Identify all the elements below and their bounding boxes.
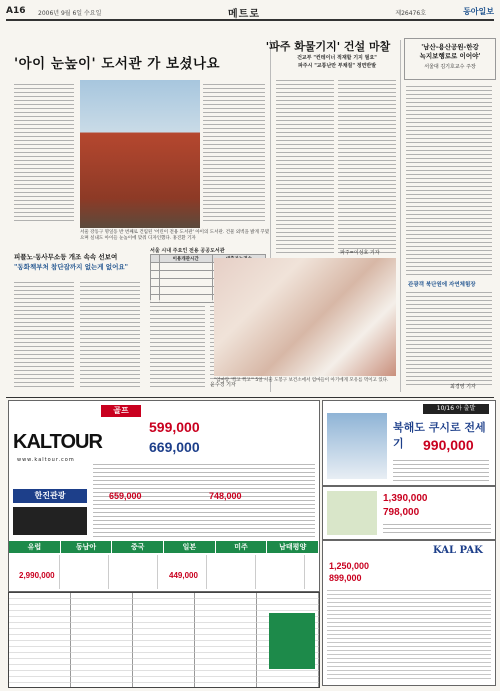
ad-divider: [6, 397, 494, 398]
hokkaido-photo: [327, 413, 387, 479]
tab-europe[interactable]: 유럽: [9, 541, 61, 553]
tour-price-2: 449,000: [169, 571, 198, 580]
package-price-2: 748,000: [209, 491, 242, 501]
article3-column-2: [406, 290, 492, 386]
article2-headline: '파주 화물기지' 건설 마찰: [265, 40, 391, 53]
kalpak-price-2: 899,000: [329, 573, 362, 583]
hokkaido-price: 990,000: [423, 437, 474, 453]
section-title: 메트로: [228, 9, 260, 20]
departure-label: 10/16 아 출발: [423, 404, 489, 414]
tour-price-1: 2,990,000: [19, 571, 55, 580]
article1-photo: [80, 80, 200, 228]
tab-southeast-asia[interactable]: 동남아: [61, 541, 113, 553]
hanjin-logo: 한진관광: [13, 489, 87, 503]
article1-column-3: [14, 280, 74, 388]
article3-headline-box: [404, 38, 496, 80]
article2-column-1: [276, 78, 334, 256]
package-price-1: 659,000: [109, 491, 142, 501]
article2-sub-2: 파주시 "교통난만 부채질" 정면반발: [297, 63, 377, 69]
promo-block: [269, 613, 315, 669]
article2-byline: 파주=이성호 기자: [340, 250, 380, 256]
issue-number: 제26476호: [395, 10, 426, 17]
article1-subhead-2: "동화책부처 참단잡까지 없는게 없어요": [14, 263, 129, 271]
article2-photo-caption: "엄마랑 '찍고 찍고'" 5일 서울 도봉구 보건소에서 엄마들이 아기에게 모유를 먹이고 있다.: [214, 378, 389, 383]
page-number: A16: [6, 6, 26, 16]
kalpak-logo: KAL PAK: [433, 545, 483, 556]
tab-america[interactable]: 미주: [216, 541, 268, 553]
article1-column-4: [80, 280, 140, 388]
golf-label: 골프: [101, 405, 141, 417]
destination-price: 669,000: [149, 439, 200, 455]
article3-column-1: [406, 84, 492, 276]
article1-headline: '아이 눈높이' 도서관 가 보셨나요: [14, 56, 221, 72]
kalpak-ad[interactable]: [322, 540, 496, 686]
article3-headline-1: '남산-용산공원-한강: [421, 43, 479, 51]
issue-date: 2006년 9월 6일 수요일: [38, 10, 102, 17]
hokkaido-title: 북해도 쿠시로 전세기: [393, 421, 486, 450]
kaltour-ad[interactable]: [8, 400, 320, 592]
library-table-title: 서울 시내 주요인 전용 공공도서관: [150, 248, 225, 254]
package-price-b: 798,000: [383, 507, 420, 518]
article3-headline-2: 녹지보행로로 이어야': [419, 52, 481, 60]
page-header: [6, 3, 494, 21]
article1-photo-caption: 서울 강동구 명일동 반 번째로 건립된 '어린이 전용 도서관' 아이의 도서관. 건물 외벽을 밝게 꾸몄으며 실내도 아이들 눈높이에 맞춰 디자인했다. 홍진환 기자: [80, 230, 270, 241]
hokkaido-details: [393, 457, 489, 481]
article1-byline: 윤수경 기자: [210, 382, 236, 388]
tab-japan[interactable]: 일본: [164, 541, 216, 553]
article3-byline: 최경영 기자: [450, 384, 476, 390]
article2-sub-1: 건교부 "컨테이너 적재할 기지 필요": [297, 55, 377, 61]
article1-column-5: [150, 300, 205, 388]
kaltour-logo: KALTOUR: [13, 431, 102, 453]
article2-photo: [214, 258, 396, 376]
library-table-header: 이용개관시간: [159, 255, 212, 263]
tab-china[interactable]: 중국: [112, 541, 164, 553]
promo-banner: [13, 507, 87, 535]
region-tabs: [9, 541, 319, 553]
package-photo: [327, 491, 377, 535]
newspaper-logo: 동아일보: [463, 7, 494, 16]
article3-subhead: 관광객 북단원에 자연체험장: [408, 282, 476, 288]
article1-subhead-1: 피플노·동사무소등 개조 속속 선보여: [14, 253, 118, 261]
package-details: [383, 521, 491, 535]
package-price-a: 1,390,000: [383, 493, 428, 504]
kal-package-ad[interactable]: [322, 486, 496, 540]
golf-price: 599,000: [149, 419, 200, 435]
article2-column-2: [338, 78, 396, 256]
column-divider: [400, 40, 401, 392]
tour-grid: [11, 555, 317, 589]
kalpak-price-1: 1,250,000: [329, 561, 370, 571]
travel-grid-ad[interactable]: [8, 592, 320, 688]
article1-column-2: [203, 82, 265, 224]
library-table-header: [151, 255, 160, 263]
kaltour-url[interactable]: www.kaltour.com: [17, 457, 75, 463]
kalpak-list: [327, 587, 491, 681]
tab-south-pacific[interactable]: 남태평양: [267, 541, 319, 553]
hokkaido-ad[interactable]: [322, 400, 496, 486]
article1-column-1: [14, 82, 74, 224]
article3-sub: 서울대 김기호교수 주장: [424, 64, 476, 70]
